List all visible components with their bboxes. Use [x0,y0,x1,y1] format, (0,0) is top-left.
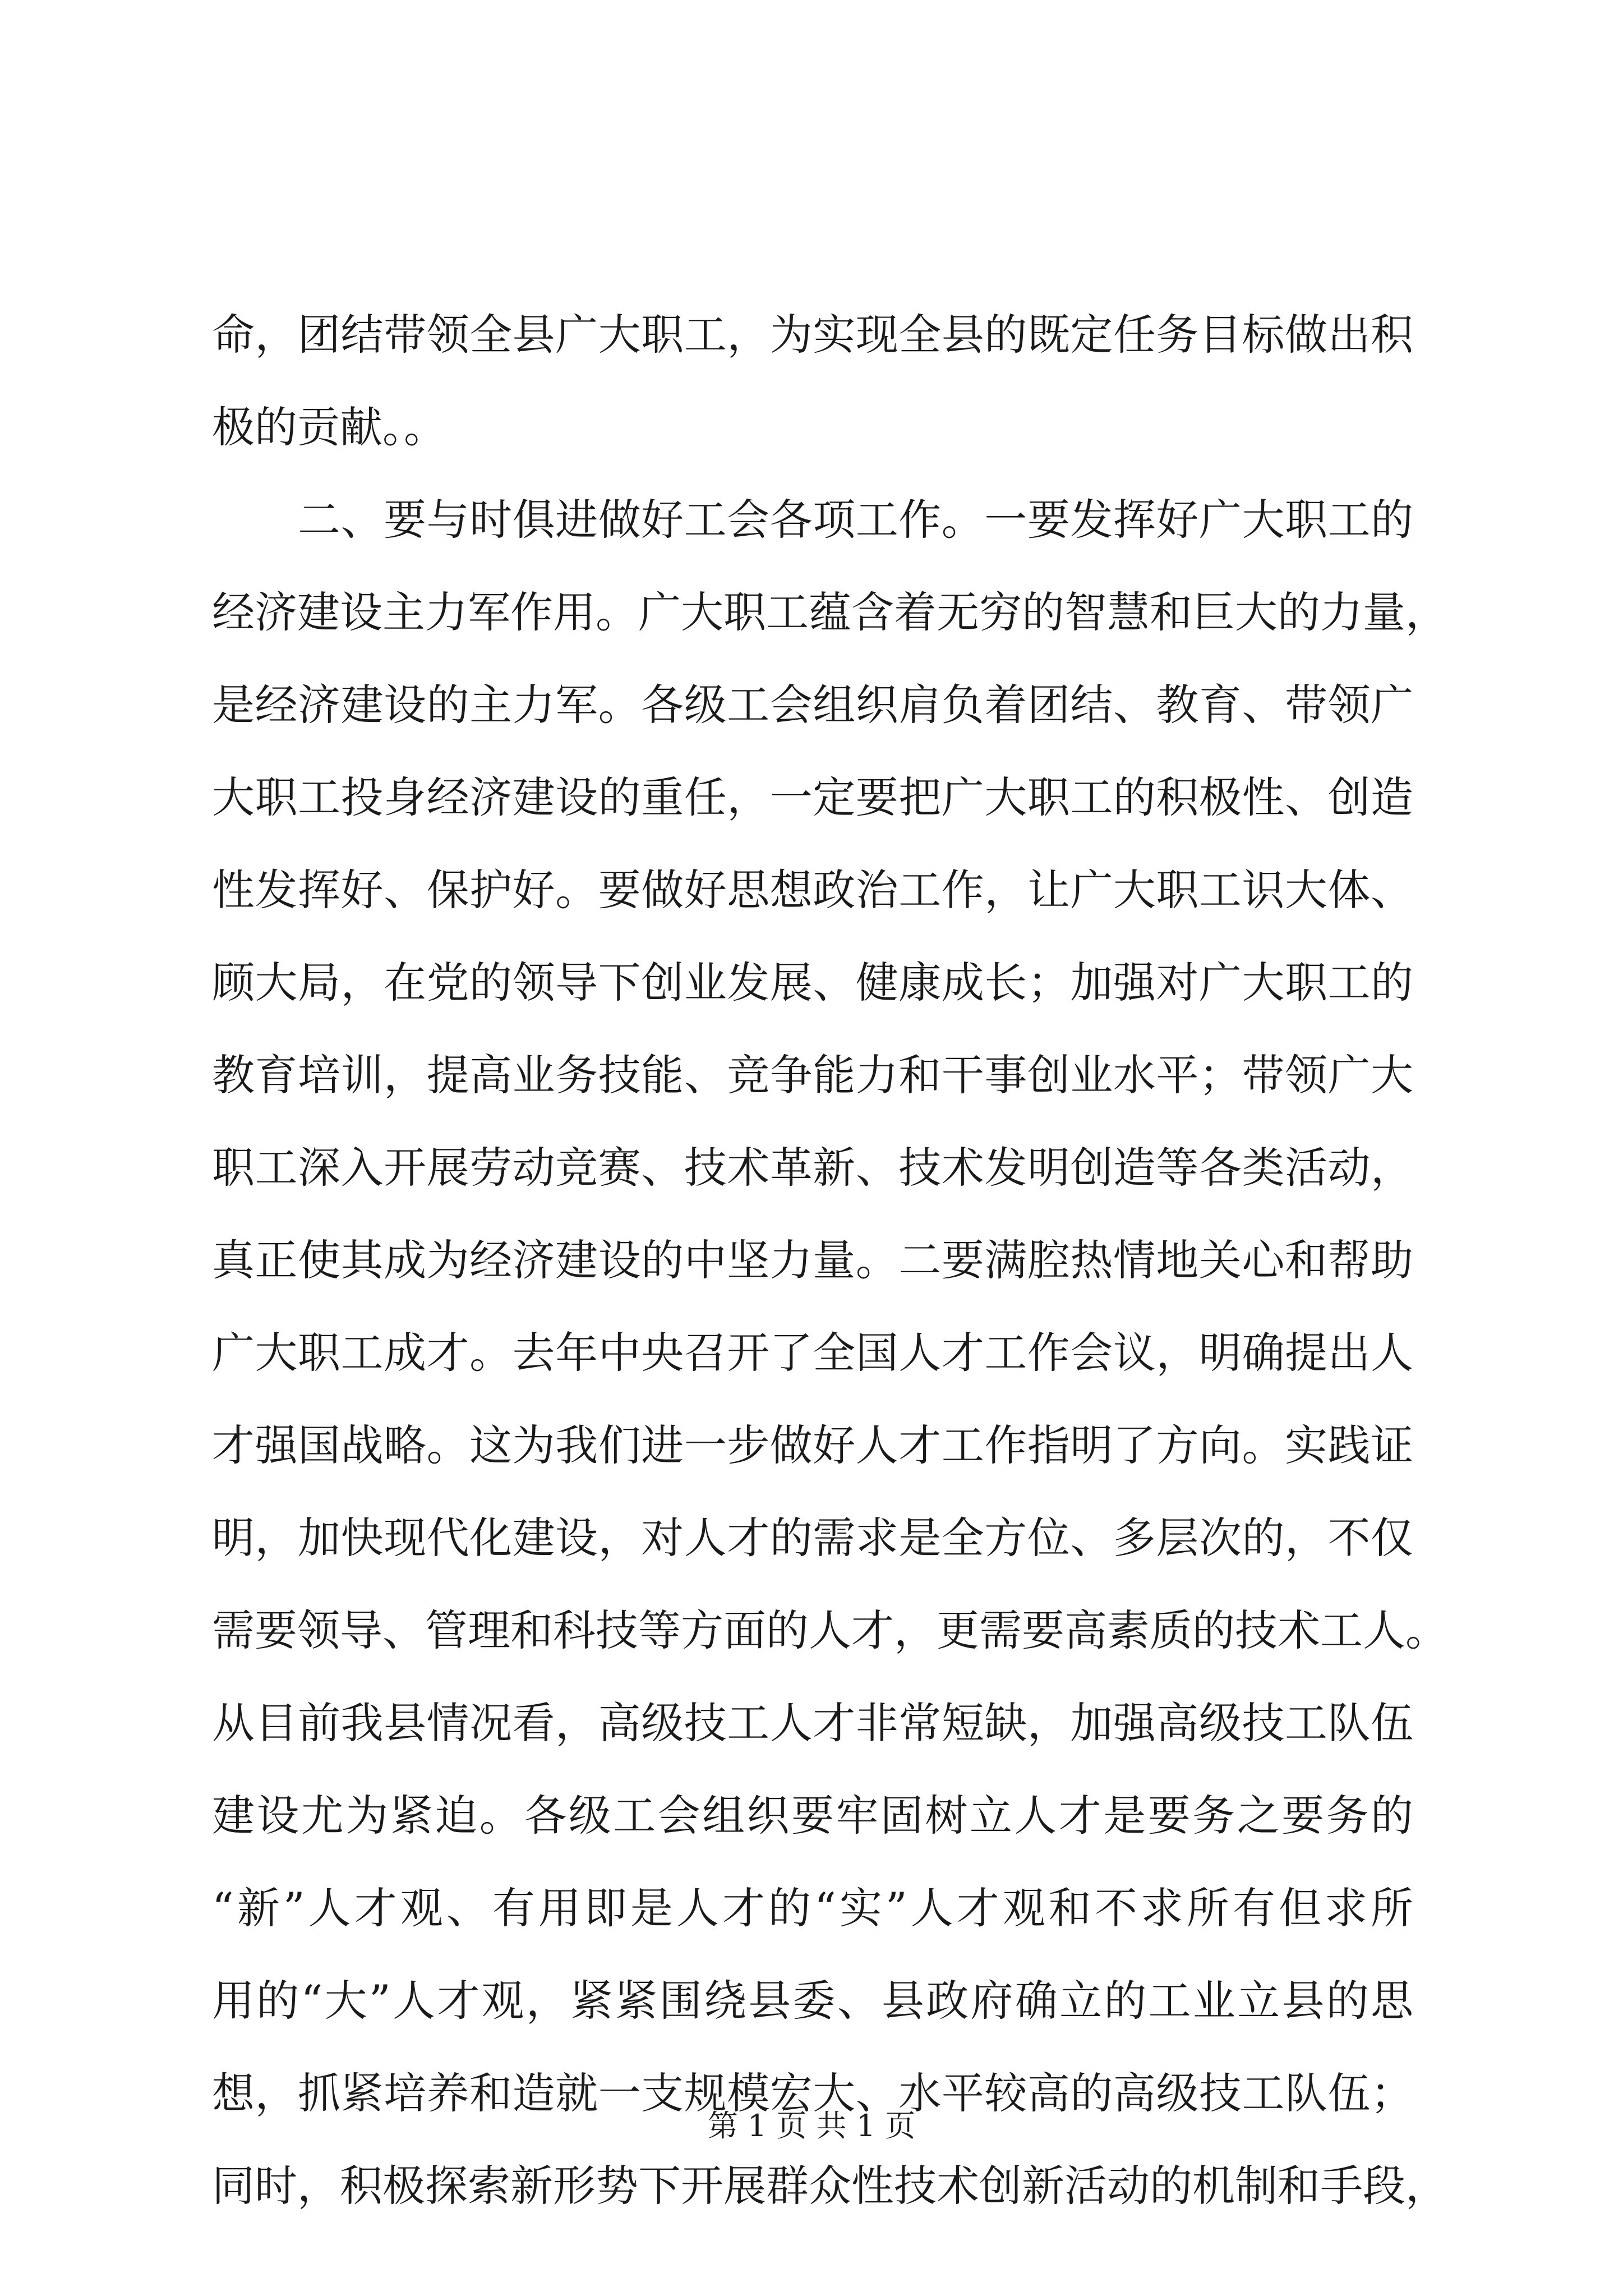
text-line: 命，团结带领全县广大职工，为实现全县的既定任务目标做出积 [212,310,1413,360]
text-line: 明，加快现代化建设，对人才的需求是全方位、多层次的，不仅 [212,1513,1413,1563]
text-line: 经济建设主力军作用。广大职工蕴含着无穷的智慧和巨大的力量， [212,587,1448,637]
paragraph-first-line: 二、要与时俱进做好工会各项工作。一要发挥好广大职工的 [298,495,1413,545]
text-line: 需要领导、管理和科技等方面的人才，更需要高素质的技术工人。 [212,1605,1448,1655]
text-line: 建设尤为紧迫。各级工会组织要牢固树立人才是要务之要务的 [212,1791,1413,1841]
text-line: 才强国战略。这为我们进一步做好人才工作指明了方向。实践证 [212,1420,1413,1470]
text-line: “新”人才观、有用即是人才的“实”人才观和不求所有但求所 [212,1883,1413,1933]
text-line: 极的贡献。。 [212,402,446,452]
text-line: 同时，积极探索新形势下开展群众性技术创新活动的机制和手段， [212,2161,1448,2211]
text-line: 想，抓紧培养和造就一支规模宏大、水平较高的高级技工队伍； [212,2068,1413,2118]
text-line: 是经济建设的主力军。各级工会组织肩负着团结、教育、带领广 [212,680,1413,730]
text-line: 从目前我县情况看，高级技工人才非常短缺，加强高级技工队伍 [212,1698,1413,1748]
body-text [212,288,1448,2232]
text-line: 大职工投身经济建设的重任，一定要把广大职工的积极性、创造 [212,772,1413,822]
text-line: 顾大局，在党的领导下创业发展、健康成长；加强对广大职工的 [212,958,1413,1007]
text-line: 教育培训，提高业务技能、竞争能力和干事创业水平；带领广大 [212,1050,1413,1100]
page-number-label: 第 1 页 共 1 页 [707,2108,916,2143]
text-line: 用的“大”人才观，紧紧围绕县委、县政府确立的工业立县的思 [212,1976,1413,2026]
page-footer [0,2106,1623,2146]
text-line: 职工深入开展劳动竞赛、技术革新、技术发明创造等各类活动， [212,1143,1413,1193]
text-line: 真正使其成为经济建设的中坚力量。二要满腔热情地关心和帮助 [212,1235,1413,1285]
text-line: 性发挥好、保护好。要做好思想政治工作，让广大职工识大体、 [212,865,1413,915]
text-line: 广大职工成才。去年中央召开了全国人才工作会议，明确提出人 [212,1328,1413,1378]
